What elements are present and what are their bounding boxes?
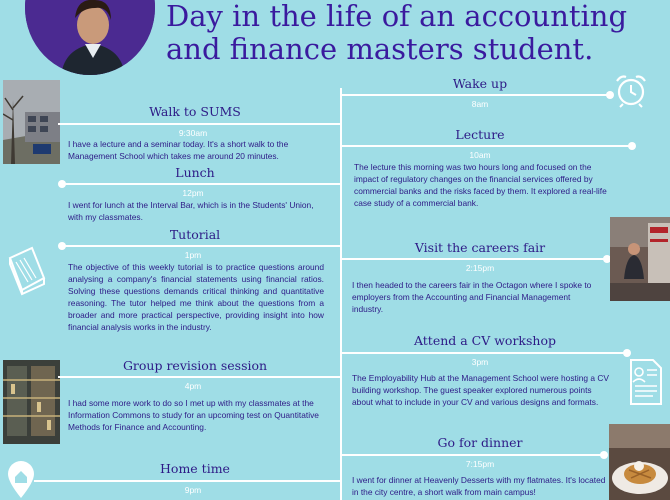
timeline-spine (340, 88, 342, 500)
event-title-cv: Attend a CV workshop (413, 333, 557, 348)
title-line-1: Day in the life of an accounting (166, 0, 628, 33)
event-time-cv: 3pm (471, 357, 489, 367)
event-title-tutorial: Tutorial (169, 227, 221, 242)
event-time-tutorial: 1pm (184, 250, 202, 260)
event-desc-dinner: I went for dinner at Heavenly Desserts with my flatmates. It's located in the city centre, a short walk from main campus! (352, 475, 606, 497)
connector-dinner (342, 454, 604, 456)
connector-dot (628, 142, 636, 150)
event-time-wake: 8am (471, 99, 489, 109)
alarm-clock-icon (613, 72, 649, 108)
event-title-lecture: Lecture (455, 127, 505, 142)
information-commons-photo (3, 360, 60, 444)
connector-careers (342, 258, 607, 260)
connector-home (34, 480, 340, 482)
event-time-home: 9pm (184, 485, 202, 495)
event-desc-cv: The Employability Hub at the Management School were hosting a CV building workshop. The guest speaker explored numerous points about what to include in your CV and various designs and formats. (352, 373, 609, 407)
connector-tutorial (62, 245, 340, 247)
event-title-home: Home time (160, 461, 230, 476)
connector-lunch (62, 183, 340, 185)
cv-document-icon (625, 356, 667, 408)
event-title-revision: Group revision session (122, 358, 268, 373)
book-icon (4, 244, 48, 296)
connector-revision (58, 376, 340, 378)
title-line-2: and finance masters student. (166, 32, 594, 66)
event-title-dinner: Go for dinner (437, 435, 523, 450)
connector-cv (342, 352, 627, 354)
event-desc-lunch: I went for lunch at the Interval Bar, which is in the Students' Union, with my classmates. (68, 200, 314, 222)
careers-fair-photo (610, 217, 670, 301)
connector-dot (600, 451, 608, 459)
dessert-photo (609, 424, 670, 500)
event-title-lunch: Lunch (175, 165, 215, 180)
avatar (25, 0, 155, 75)
event-time-lunch: 12pm (182, 188, 204, 198)
event-time-lecture: 10am (469, 150, 491, 160)
event-desc-revision: I had some more work to do so I met up with my classmates at the Information Commons to study for an upcoming test on Quantitative Methods for Finance and Accounting. (68, 398, 319, 432)
event-desc-tutorial: The objective of this weekly tutorial is to practice questions around analysing a company's financial statements using financial ratios. Solving these questions demands critical thinking and quantitative reasoning. The tutor helped me think about the questions from a broader and more practical perspective, providing insight into how financial analysis works in the industry. (68, 262, 324, 332)
event-title-wake: Wake up (452, 76, 508, 91)
connector-wake (342, 94, 610, 96)
event-desc-careers: I then headed to the careers fair in the Octagon where I spoke to employers from the Accounting and Financial Management industry. (352, 280, 592, 314)
event-time-walk: 9:30am (178, 128, 208, 138)
location-pin-icon (6, 460, 36, 500)
profile-circle (25, 0, 155, 75)
event-desc-walk: I have a lecture and a seminar today. It's a short walk to the Management School which takes me around 20 minutes. (68, 139, 289, 161)
event-time-revision: 4pm (184, 381, 202, 391)
connector-dot (58, 180, 66, 188)
connector-lecture (342, 145, 632, 147)
connector-dot (58, 242, 66, 250)
connector-walk (58, 123, 340, 125)
event-desc-lecture: The lecture this morning was two hours long and focused on the impact of regulatory changes on the financial services offered by commercial banks and the risks faced by them. It explored a real-life case study of a commercial bank. (354, 162, 607, 208)
management-school-photo (3, 80, 60, 164)
event-title-careers: Visit the careers fair (414, 240, 546, 255)
page-title (166, 0, 666, 66)
event-time-dinner: 7:15pm (465, 459, 495, 469)
event-title-walk: Walk to SUMS (149, 104, 241, 119)
event-time-careers: 2:15pm (465, 263, 495, 273)
